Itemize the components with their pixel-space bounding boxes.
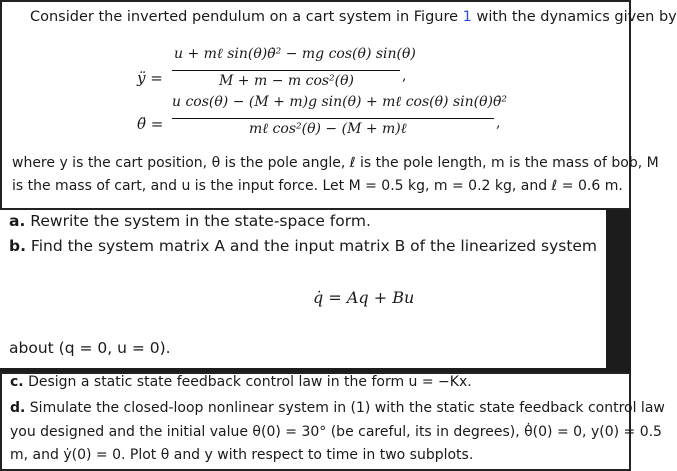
eq1-lhs: ÿ = [137, 69, 163, 87]
part-d-line-1 [10, 400, 665, 416]
eq1-comma: , [402, 68, 407, 84]
part-a-letter: a. [9, 212, 26, 230]
part-b [9, 237, 597, 255]
parts-ab-panel [0, 210, 606, 370]
part-c-letter: c. [10, 374, 24, 390]
part-d-text-1: Simulate the closed-loop nonlinear system in (1) with the static state feedback control law [29, 400, 665, 416]
eq2-fraction-bar [172, 118, 494, 119]
part-c-text: Design a static state feedback control law in the form u = −Kx. [28, 374, 472, 390]
eq1-fraction-bar [172, 70, 400, 71]
eq1-fraction [172, 46, 416, 96]
eq2-comma: , [496, 115, 501, 131]
eq2-fraction [172, 94, 508, 144]
problem-statement-panel [0, 0, 677, 210]
eq2-lhs: θ̈ = [137, 115, 164, 133]
eq1-numerator: u + mℓ sin(θ)θ̇² − mg cos(θ) sin(θ) [174, 46, 416, 62]
eq1-denominator: M + m − m cos²(θ) [219, 73, 355, 89]
part-c [10, 374, 472, 390]
part-d-letter: d. [10, 400, 26, 416]
part-b-text: Find the system matrix A and the input matrix B of the linearized system [30, 237, 598, 255]
linearized-equation: q̇ = Aq + Bu [313, 288, 415, 307]
figure-ref-link[interactable]: 1 [462, 9, 472, 25]
right-dark-strip [606, 210, 631, 370]
part-a [9, 212, 371, 230]
where-line-2: is the mass of cart, and u is the input force. Let M = 0.5 kg, m = 0.2 kg, and ℓ = 0.6 m. [12, 178, 623, 194]
part-d-line-2: you designed and the initial value θ(0) = 30° (be careful, its in degrees), θ̇(0) = 0, y(0) = 0.5 [10, 424, 662, 440]
part-a-text: Rewrite the system in the state-space form. [30, 212, 371, 230]
eq2-denominator: mℓ cos²(θ) − (M + m)ℓ [249, 121, 407, 137]
part-b-about: about (q = 0, u = 0). [9, 339, 171, 357]
part-d-line-3: m, and ẏ(0) = 0. Plot θ and y with respect to time in two subplots. [10, 447, 474, 463]
part-b-letter: b. [9, 237, 26, 255]
parts-cd-panel [0, 372, 665, 471]
where-line-1: where y is the cart position, θ is the pole angle, ℓ is the pole length, m is the mass of bob, M [12, 155, 659, 171]
intro-text: Consider the inverted pendulum on a cart system in Figure 1 with the dynamics given by [30, 9, 677, 25]
eq2-numerator: u cos(θ) − (M + m)g sin(θ) + mℓ cos(θ) sin(θ)θ̇² [172, 94, 508, 110]
